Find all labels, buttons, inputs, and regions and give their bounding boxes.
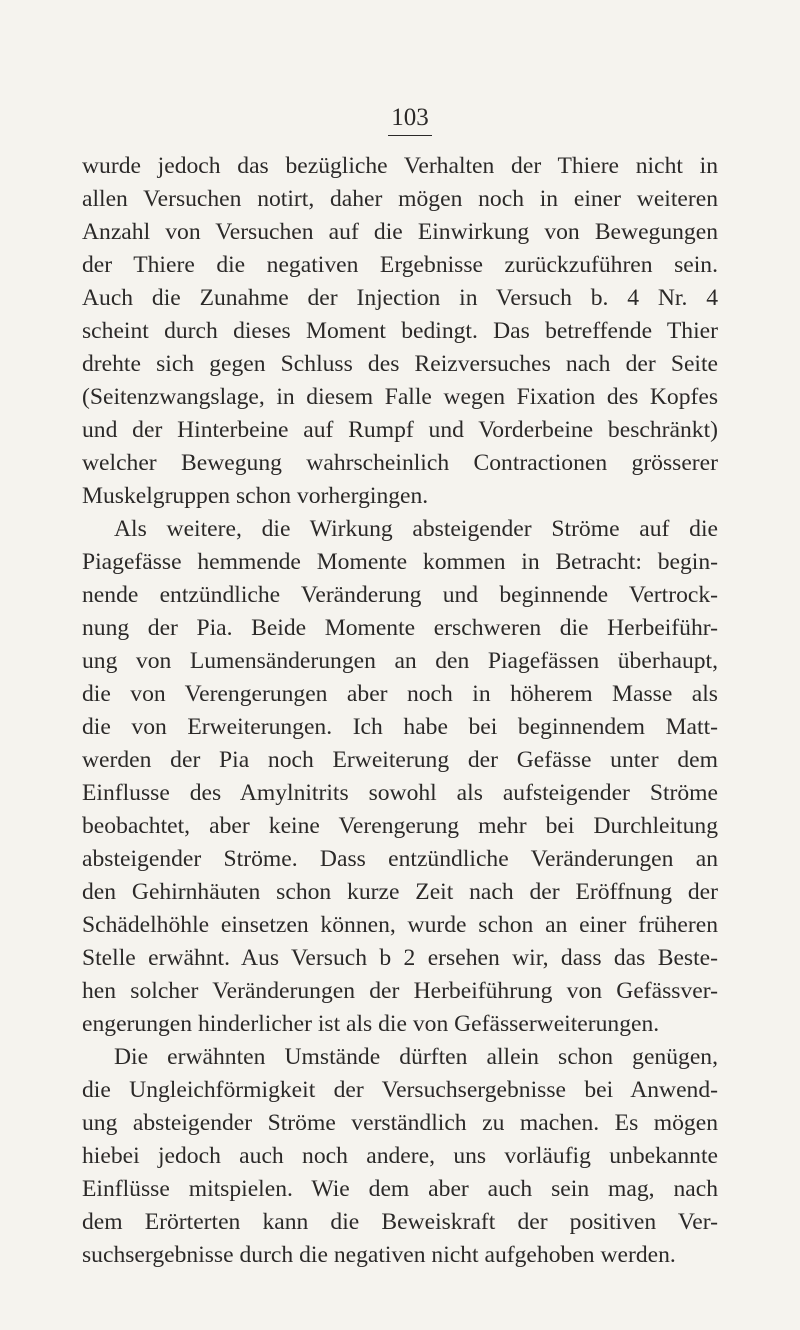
text-line: Die erwähnten Umstände dürften allein schon genügen, bbox=[114, 1044, 718, 1070]
text-line: absteigender Ströme. Dass entzündliche Veränderungen an bbox=[82, 846, 718, 872]
text-line: Einflüsse mitspielen. Wie dem aber auch sein mag, nach bbox=[82, 1176, 718, 1202]
text-line: nung der Pia. Beide Momente erschweren die Herbeiführ- bbox=[82, 615, 718, 641]
text-line: den Gehirnhäuten schon kurze Zeit nach der Eröffnung der bbox=[82, 879, 718, 905]
text-line: wurde jedoch das bezügliche Verhalten der Thiere nicht in bbox=[82, 153, 718, 179]
text-line: und der Hinterbeine auf Rumpf und Vorderbeine beschränkt) bbox=[82, 417, 718, 443]
text-line: suchsergebnisse durch die negativen nicht aufgehoben werden. bbox=[82, 1242, 676, 1268]
text-line: die von Erweiterungen. Ich habe bei beginnendem Matt- bbox=[82, 714, 718, 740]
text-line: ung absteigender Ströme verständlich zu machen. Es mögen bbox=[82, 1110, 718, 1136]
text-line: Anzahl von Versuchen auf die Einwirkung von Bewegungen bbox=[82, 219, 718, 245]
text-line: hen solcher Veränderungen der Herbeiführung von Gefässver- bbox=[82, 978, 718, 1004]
text-line: allen Versuchen notirt, daher mögen noch in einer weiteren bbox=[82, 186, 718, 212]
text-line: der Thiere die negativen Ergebnisse zurückzuführen sein. bbox=[82, 252, 718, 278]
text-line: Schädelhöhle einsetzen können, wurde schon an einer früheren bbox=[82, 912, 718, 938]
text-line: dem Erörterten kann die Beweiskraft der positiven Ver- bbox=[82, 1209, 718, 1235]
text-line: ung von Lumensänderungen an den Piagefässen überhaupt, bbox=[82, 648, 718, 674]
text-line: werden der Pia noch Erweiterung der Gefässe unter dem bbox=[82, 747, 718, 773]
text-line: Einflusse des Amylnitrits sowohl als aufsteigender Ströme bbox=[82, 780, 718, 806]
text-line: engerungen hinderlicher ist als die von Gefässerweiterungen. bbox=[82, 1011, 660, 1037]
body-text bbox=[82, 150, 718, 1272]
text-line: Piagefässe hemmende Momente kommen in Betracht: begin- bbox=[82, 549, 718, 575]
text-line: Muskelgruppen schon vorhergingen. bbox=[82, 483, 429, 509]
text-line: nende entzündliche Veränderung und beginnende Vertrock- bbox=[82, 582, 718, 608]
text-line: drehte sich gegen Schluss des Reizversuches nach der Seite bbox=[82, 351, 718, 377]
text-line: (Seitenzwangslage, in diesem Falle wegen Fixation des Kopfes bbox=[82, 384, 718, 410]
text-line: scheint durch dieses Moment bedingt. Das betreffende Thier bbox=[82, 318, 718, 344]
text-line: Als weitere, die Wirkung absteigender Ströme auf die bbox=[114, 516, 718, 542]
text-line: Auch die Zunahme der Injection in Versuch b. 4 Nr. 4 bbox=[82, 285, 718, 311]
text-line: Stelle erwähnt. Aus Versuch b 2 ersehen wir, dass das Beste- bbox=[82, 945, 718, 971]
page-number: 103 bbox=[388, 103, 432, 136]
text-line: welcher Bewegung wahrscheinlich Contractionen grösserer bbox=[82, 450, 718, 476]
text-line: beobachtet, aber keine Verengerung mehr bei Durchleitung bbox=[82, 813, 718, 839]
text-line: hiebei jedoch auch noch andere, uns vorläufig unbekannte bbox=[82, 1143, 718, 1169]
text-line: die Ungleichförmigkeit der Versuchsergebnisse bei Anwend- bbox=[82, 1077, 718, 1103]
text-line: die von Verengerungen aber noch in höherem Masse als bbox=[82, 681, 718, 707]
